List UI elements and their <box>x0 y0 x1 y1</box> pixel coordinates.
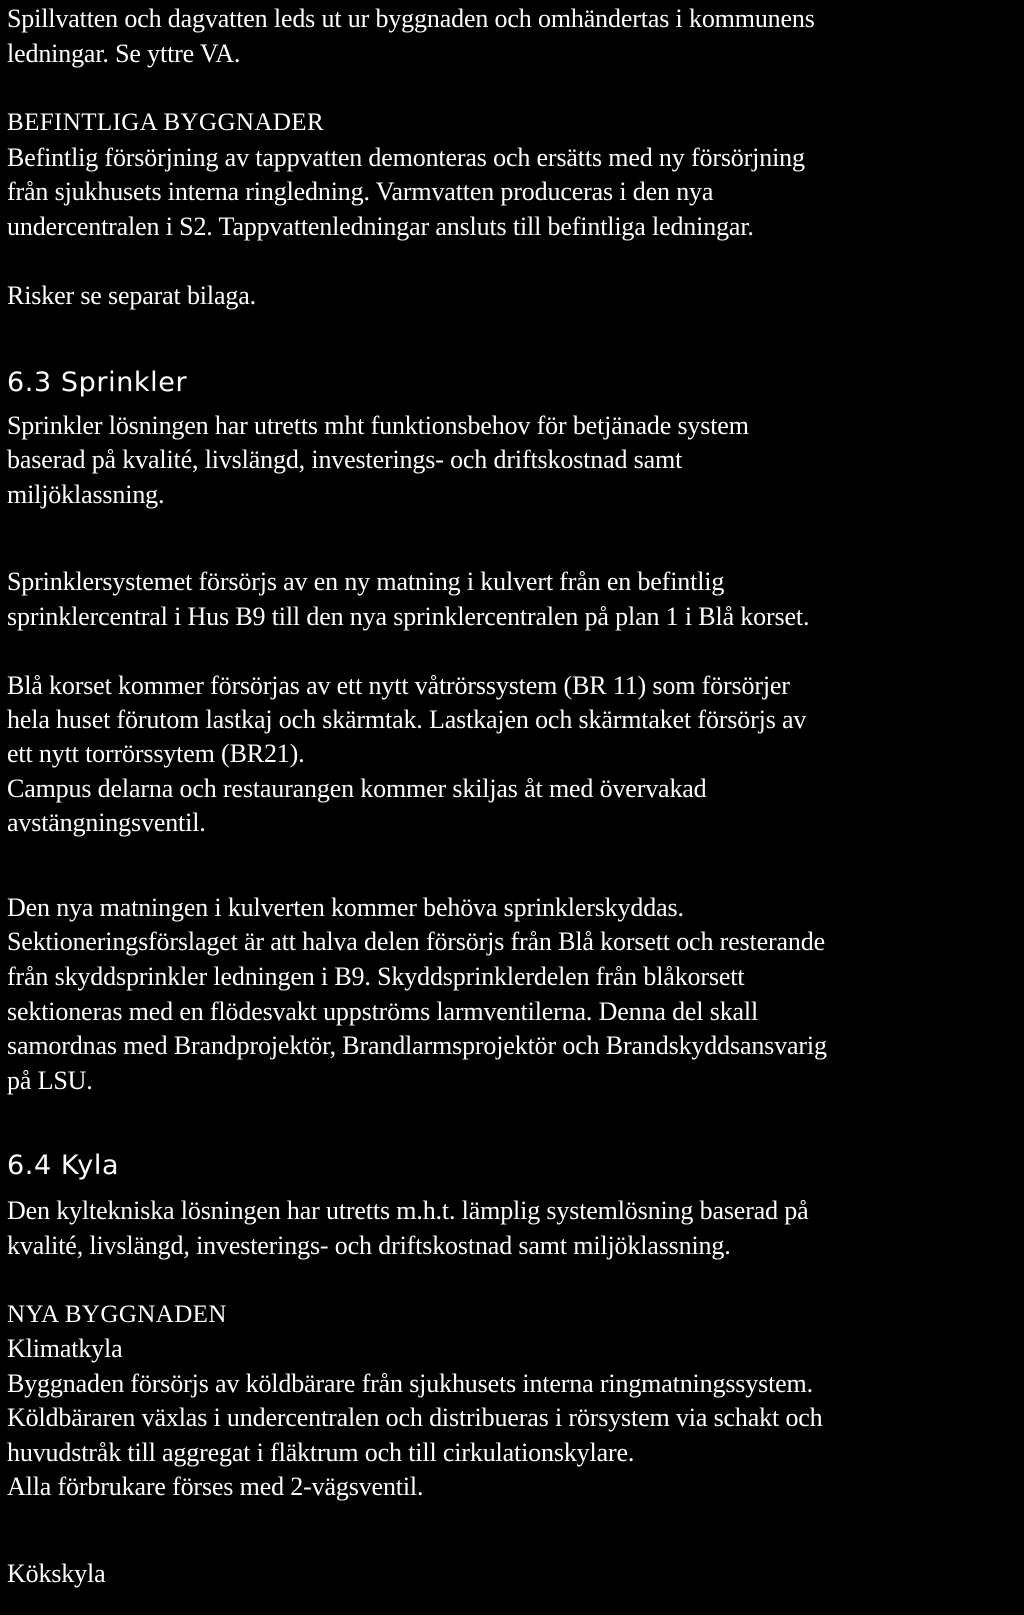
befintliga-heading: BEFINTLIGA BYGGNADER <box>7 109 325 136</box>
klimatkyla-line-2: Köldbäraren växlas i undercentralen och distribueras i rörsystem via schakt och <box>7 1403 823 1432</box>
risk-note: Risker se separat bilaga. <box>7 281 256 310</box>
sprinkler-p3-line-4: Campus delarna och restaurangen kommer skiljas åt med övervakad <box>7 774 707 803</box>
klimatkyla-title: Klimatkyla <box>7 1334 123 1363</box>
befintliga-line-2: från sjukhusets interna ringledning. Varmvatten produceras i den nya <box>7 177 714 206</box>
sprinkler-p3-line-1: Blå korset kommer försörjas av ett nytt våtrörssystem (BR 11) som försörjer <box>7 671 790 700</box>
klimatkyla-line-3: huvudstråk till aggregat i fläktrum och till cirkulationskylare. <box>7 1438 635 1467</box>
sprinkler-p4-line-4: sektioneras med en flödesvakt uppströms larmventilerna. Denna del skall <box>7 997 759 1026</box>
sprinkler-p3-line-2: hela huset förutom lastkaj och skärmtak. Lastkajen och skärmtaket försörjs av <box>7 705 807 734</box>
intro-line-2: ledningar. Se yttre VA. <box>7 39 241 68</box>
section-heading-sprinkler: 6.3 Sprinkler <box>7 367 188 398</box>
sprinkler-p4-line-1: Den nya matningen i kulverten kommer behöva sprinklerskyddas. <box>7 893 684 922</box>
sprinkler-p3-line-5: avstängningsventil. <box>7 808 206 837</box>
intro-line-1: Spillvatten och dagvatten leds ut ur byggnaden och omhändertas i kommunens <box>7 4 815 33</box>
befintliga-line-3: undercentralen i S2. Tappvattenledningar ansluts till befintliga ledningar. <box>7 212 754 241</box>
sprinkler-p1-line-1: Sprinkler lösningen har utretts mht funktionsbehov för betjänade system <box>7 411 749 440</box>
sprinkler-p1-line-3: miljöklassning. <box>7 480 165 509</box>
section-heading-kyla: 6.4 Kyla <box>7 1150 120 1181</box>
sprinkler-p4-line-3: från skyddsprinkler ledningen i B9. Skyddsprinklerdelen från blåkorsett <box>7 962 745 991</box>
kokskyla-title: Kökskyla <box>7 1559 106 1588</box>
sprinkler-p3-line-3: ett nytt torrörssytem (BR21). <box>7 739 305 768</box>
nya-byggnaden-heading: NYA BYGGNADEN <box>7 1301 227 1328</box>
befintliga-line-1: Befintlig försörjning av tappvatten demonteras och ersätts med ny försörjning <box>7 143 805 172</box>
sprinkler-p4-line-6: på LSU. <box>7 1066 93 1095</box>
klimatkyla-line-1: Byggnaden försörjs av köldbärare från sjukhusets interna ringmatningssystem. <box>7 1369 813 1398</box>
klimatkyla-line-4: Alla förbrukare förses med 2-vägsventil. <box>7 1472 424 1501</box>
sprinkler-p2-line-2: sprinklercentral i Hus B9 till den nya sprinklercentralen på plan 1 i Blå korset. <box>7 602 810 631</box>
kyla-intro-line-2: kvalité, livslängd, investerings- och driftskostnad samt miljöklassning. <box>7 1231 731 1260</box>
sprinkler-p2-line-1: Sprinklersystemet försörjs av en ny matning i kulvert från en befintlig <box>7 567 725 596</box>
kyla-intro-line-1: Den kyltekniska lösningen har utretts m.h.t. lämplig systemlösning baserad på <box>7 1196 809 1225</box>
sprinkler-p4-line-5: samordnas med Brandprojektör, Brandlarmsprojektör och Brandskyddsansvarig <box>7 1031 827 1060</box>
sprinkler-p4-line-2: Sektioneringsförslaget är att halva delen försörjs från Blå korsett och resterande <box>7 927 825 956</box>
sprinkler-p1-line-2: baserad på kvalité, livslängd, investerings- och driftskostnad samt <box>7 445 683 474</box>
